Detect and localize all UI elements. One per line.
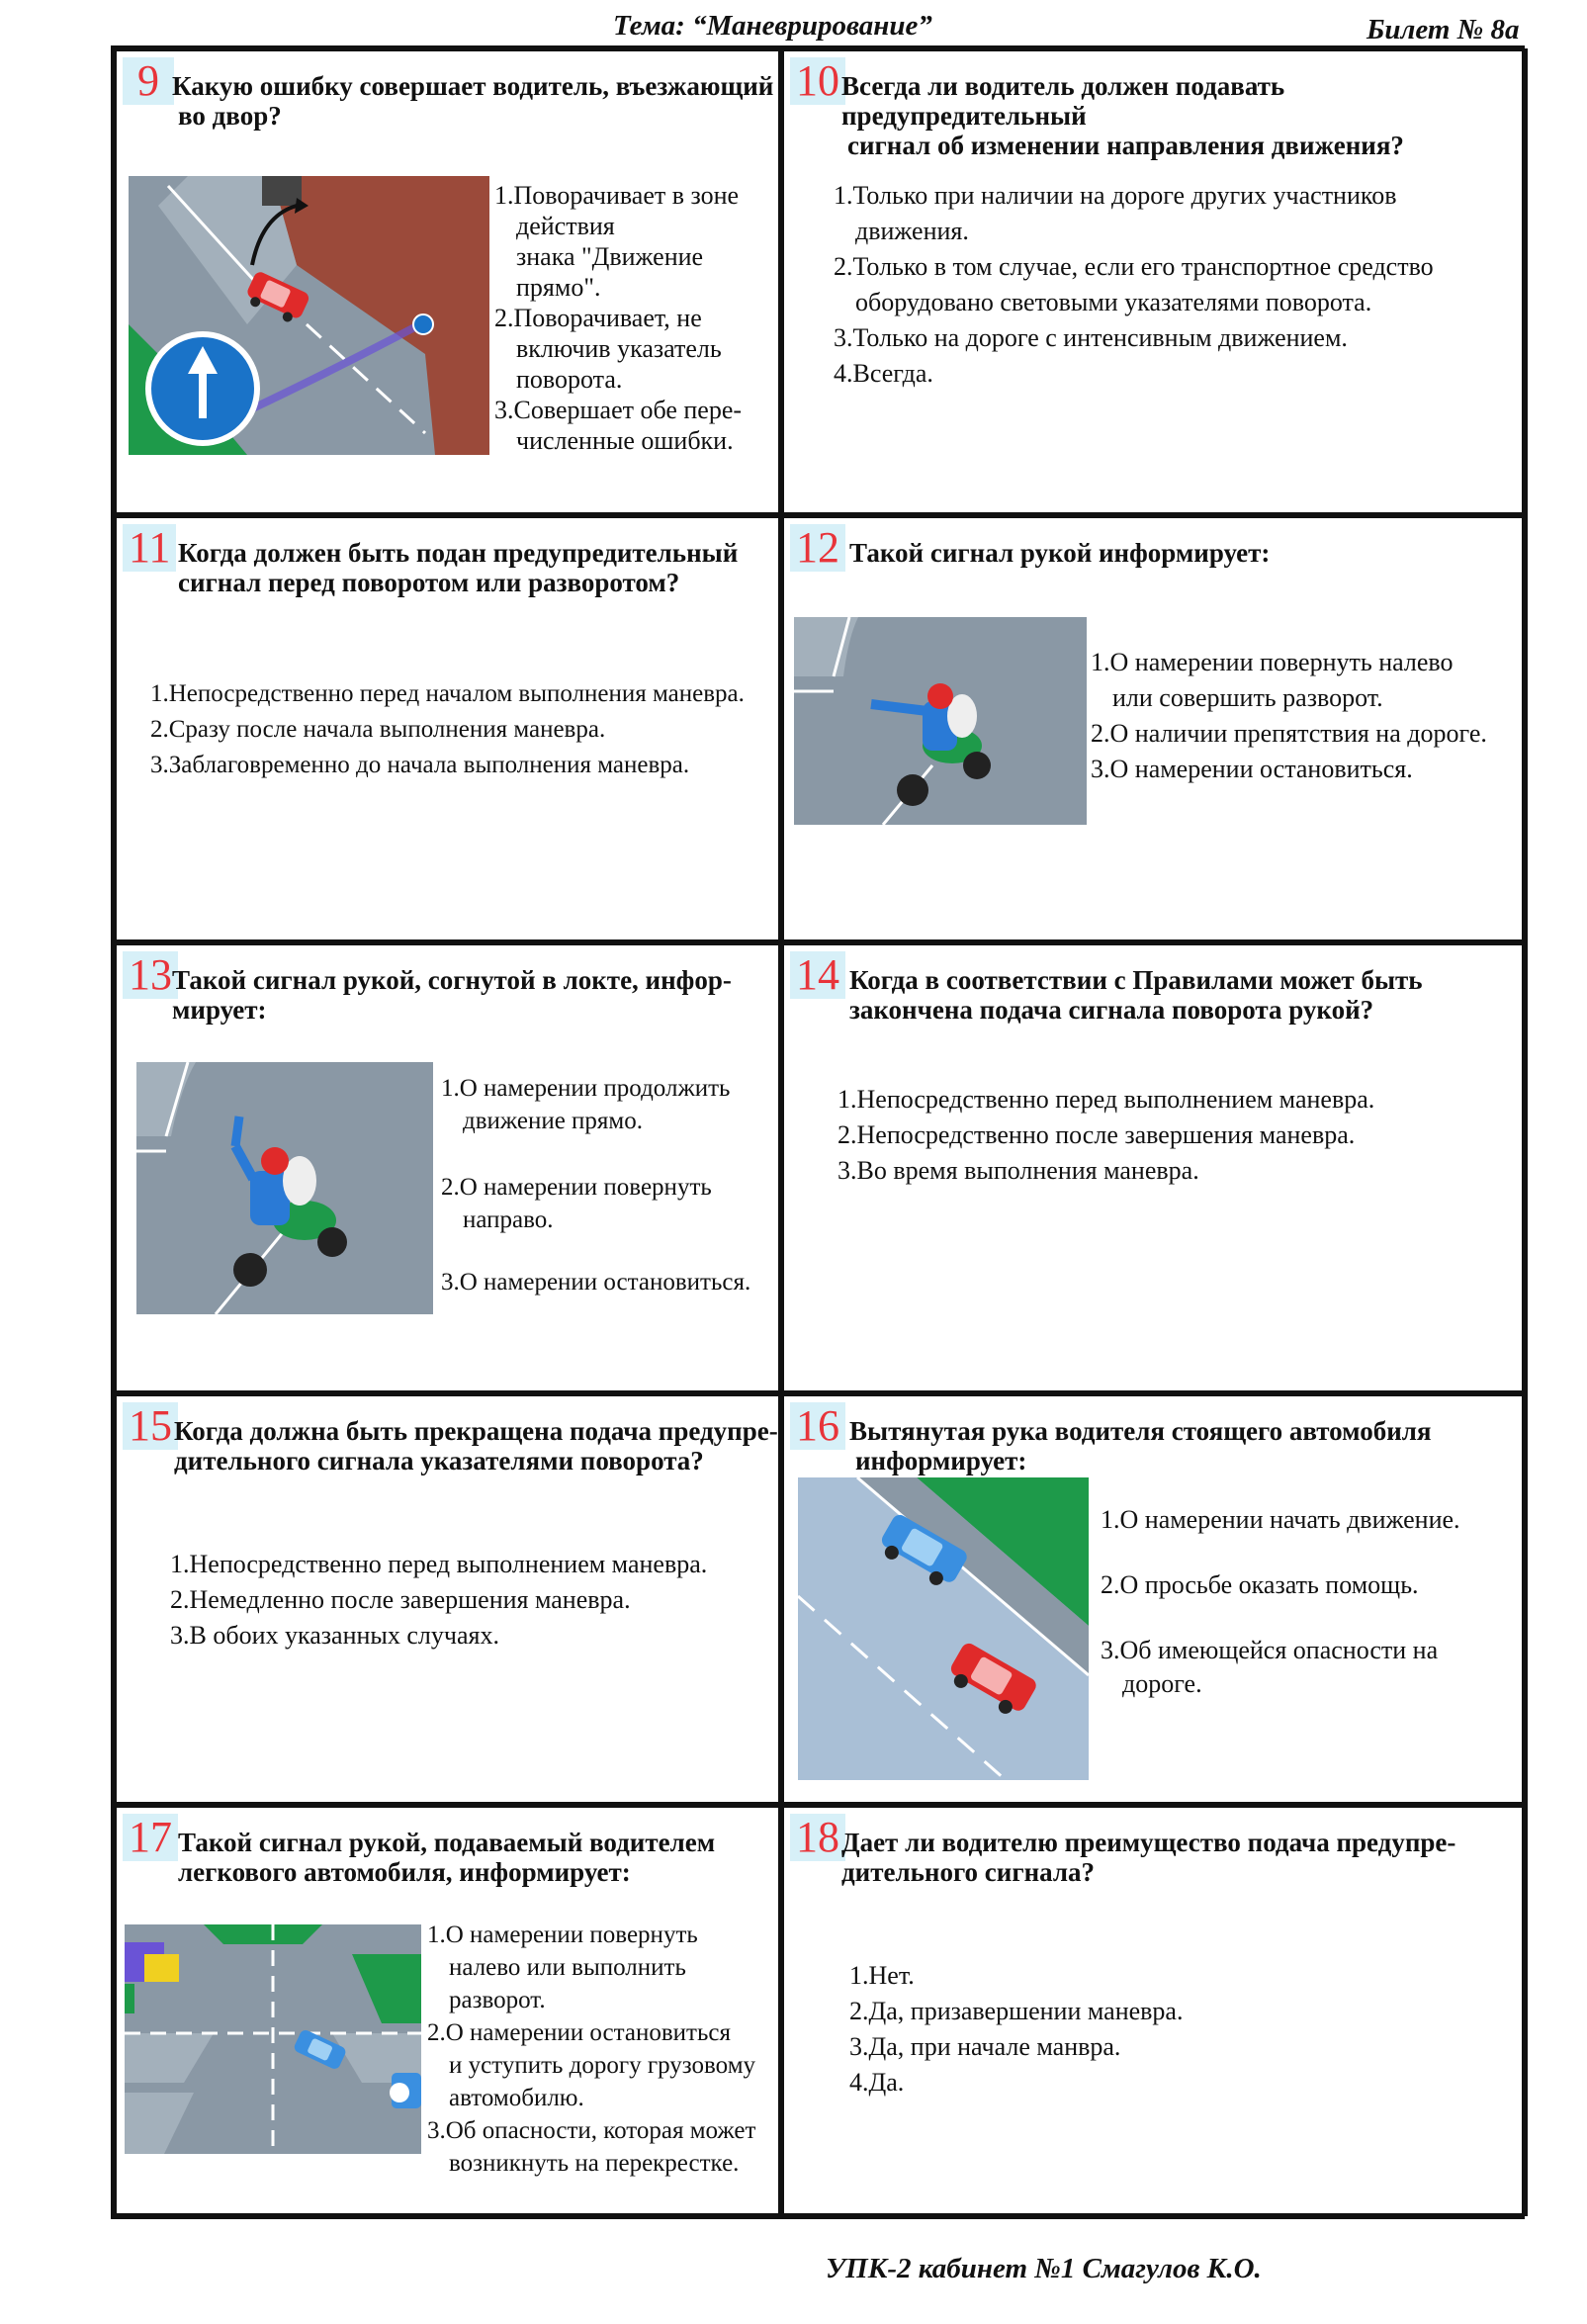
question-text: Вытянутая рука водителя стоящего автомобиля информирует:	[849, 1416, 1432, 1475]
question-number: 15	[123, 1402, 178, 1450]
question-card-15	[114, 1393, 781, 1805]
question-text: Когда в соответствии с Правилами может быть закончена подача сигнала поворота рукой?	[849, 965, 1423, 1025]
question-number: 12	[790, 524, 845, 572]
motorcyclist-left-signal-illustration	[794, 617, 1087, 825]
answer-list: 1.Только при наличии на дороге других участников движения. 2.Только в том случае, если его транспортное средство оборудовано световыми указателями поворота. 3.Только на дороге с интенсивным движением. 4.Всегда.	[834, 181, 1434, 388]
questions-grid	[111, 45, 1525, 2219]
question-number: 14	[790, 951, 845, 999]
parked-car-illustration	[798, 1477, 1089, 1780]
page-topic: Тема: “Маневрирование”	[613, 10, 932, 42]
ticket-number: Билет № 8а	[1367, 14, 1520, 45]
question-text: Дает ли водителю преимущество подача предупре- дительного сигнала?	[841, 1828, 1456, 1887]
question-card-12	[781, 515, 1528, 942]
question-card-10	[781, 48, 1528, 515]
question-number: 17	[123, 1814, 178, 1861]
question-text: Когда должна быть прекращена подача предупре- дительного сигнала указателями поворота?	[174, 1416, 778, 1475]
question-card-17	[114, 1805, 781, 2216]
question-card-14	[781, 942, 1528, 1393]
question-number: 10	[790, 57, 845, 105]
answer-list: 1.О намерении повернуть налево или выполнить разворот. 2.О намерении остановиться и уступить дорогу грузовому автомобилю. 3.Об опасности, которая может возникнуть на перекрестке.	[427, 1922, 756, 2177]
question-number: 16	[790, 1402, 845, 1450]
answer-list: 1.О намерении начать движение. 2.О просьбе оказать помощь. 3.Об имеющейся опасности на дороге.	[1101, 1505, 1460, 1698]
motorcyclist-bent-arm-illustration	[136, 1062, 433, 1314]
page-footer: УПК-2 кабинет №1 Смагулов К.О.	[826, 2253, 1262, 2284]
question-number: 18	[790, 1814, 845, 1861]
answer-list: 1.Непосредственно перед началом выполнения маневра. 2.Сразу после начала выполнения маневра. 3.Заблаговременно до начала выполнения маневра.	[150, 680, 745, 778]
yard-entry-illustration	[129, 176, 489, 455]
question-card-11	[114, 515, 781, 942]
question-card-18	[781, 1805, 1528, 2216]
answer-list: 1.Непосредственно перед выполнением маневра. 2.Непосредственно после завершения маневра. 3.Во время выполнения маневра.	[838, 1085, 1375, 1185]
answer-list: 1.О намерении продолжить движение прямо. 2.О намерении повернуть направо. 3.О намерении остановиться.	[441, 1075, 751, 1296]
answer-list: 1.Поворачивает в зоне действия знака "Движение прямо". 2.Поворачивает, не включив указатель поворота. 3.Совершает обе пере- численные ошибки.	[494, 181, 743, 455]
question-text: Какую ошибку совершает водитель, въезжающий во двор?	[172, 71, 774, 131]
intersection-illustration	[125, 1924, 421, 2154]
question-text: Такой сигнал рукой информирует:	[849, 538, 1271, 568]
answer-list: 1.Нет. 2.Да, призавершении маневра. 3.Да, при начале манвра. 4.Да.	[849, 1961, 1184, 2097]
question-card-9	[114, 48, 781, 515]
question-card-16	[781, 1393, 1528, 1805]
answer-list: 1.О намерении повернуть налево или совершить разворот. 2.О наличии препятствия на дороге. 3.О намерении остановиться.	[1091, 648, 1487, 783]
question-text: Всегда ли водитель должен подавать предупредительный сигнал об изменении направления движения?	[841, 71, 1404, 160]
question-text: Когда должен быть подан предупредительный сигнал перед поворотом или разворотом?	[178, 538, 739, 597]
question-number: 9	[123, 57, 174, 105]
question-text: Такой сигнал рукой, подаваемый водителем легкового автомобиля, информирует:	[178, 1828, 716, 1887]
question-number: 13	[123, 951, 178, 999]
answer-list: 1.Непосредственно перед выполнением маневра. 2.Немедленно после завершения маневра. 3.В обоих указанных случаях.	[170, 1550, 708, 1650]
question-text: Такой сигнал рукой, согнутой в локте, инфор- мирует:	[172, 965, 732, 1025]
question-number: 11	[123, 524, 176, 572]
question-card-13	[114, 942, 781, 1393]
